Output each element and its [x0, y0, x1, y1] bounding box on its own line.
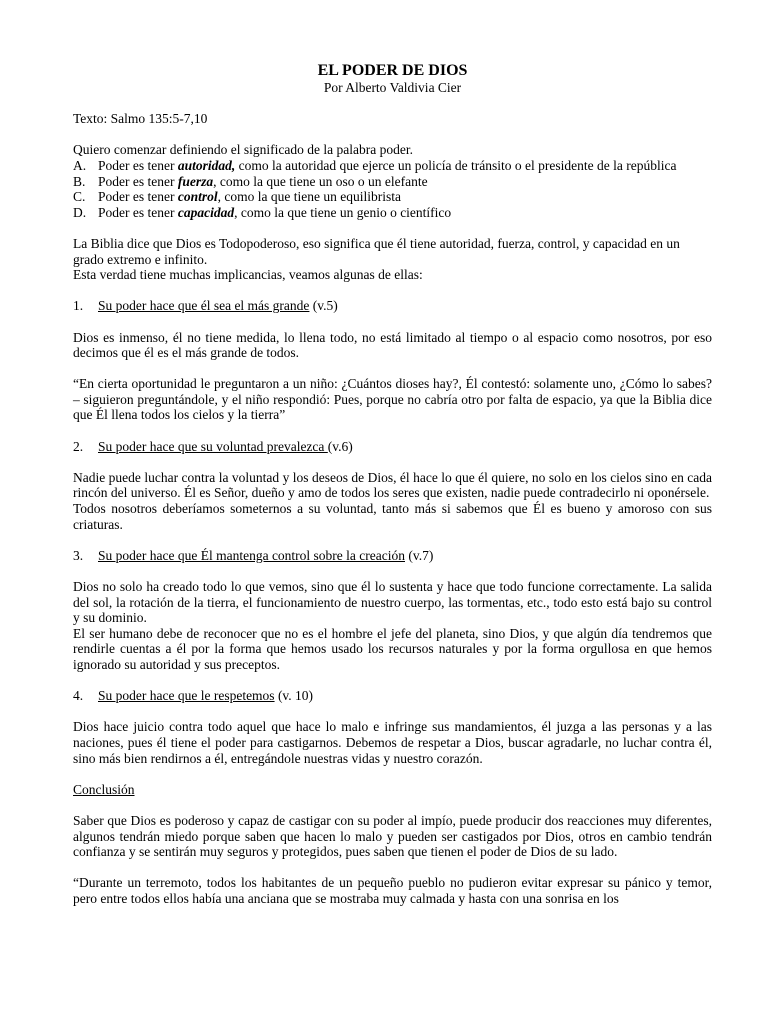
definition-marker: C. — [73, 189, 86, 205]
point-verse-ref: (v.5) — [309, 298, 338, 314]
point-heading-text: Su poder hace que su voluntad prevalezca — [98, 438, 328, 454]
point-heading-text: Su poder hace que él sea el más grande — [98, 298, 310, 314]
point-heading-text: Su poder hace que le respetemos — [98, 688, 275, 704]
point-marker: 4. — [73, 688, 84, 704]
definition-term: fuerza — [177, 173, 214, 189]
point-marker: 3. — [73, 547, 84, 563]
definition-text: Poder es tener fuerza, como la que tiene un oso o un elefante — [98, 173, 428, 189]
point-paragraph: Nadie puede luchar contra la voluntad y los deseos de Dios, él hace lo que él quiere, no solo en los cielos sino en cada rincón del universo. Él es Señor, dueño y amo de todos los seres que existen, nadie puede contradecirlo ni oponérsele. Todos nosotros deberíamos someternos a su voluntad, tanto más si sabemos que Él es bueno y amoroso con sus criaturas. — [73, 469, 712, 532]
definition-term: capacidad — [177, 204, 235, 220]
definition-text: Poder es tener capacidad, como la que tiene un genio o científico — [98, 204, 452, 220]
definition-text: Poder es tener control, como la que tiene un equilibrista — [98, 189, 401, 205]
conclusion-paragraph: Saber que Dios es poderoso y capaz de castigar con su poder al impío, puede producir dos reacciones muy diferentes, algunos tendrán miedo porque saben que hacen lo malo y pueden ser castigados por Dios, otros en cambio tendrán confianza y se sentirán muy seguros y protegidos, pues saben que tienen el poder de Dios de su lado. — [73, 812, 712, 860]
definition-marker: B. — [73, 173, 86, 189]
point-paragraph: Dios no solo ha creado todo lo que vemos, sino que él lo sustenta y hace que todo funcione correctamente. La salida del sol, la rotación de la tierra, el funcionamiento de nuestro cuerpo, las tormentas, etc., todo esto está bajo su control y su dominio. El ser humano debe de reconocer que no es el hombre el jefe del planeta, sino Dios, y que algún día tendremos que rendirle cuentas a él por la forma que hemos usado los recursos naturales y por la forma orgullosa en que hemos ignorado su autoridad y sus preceptos. — [73, 579, 712, 672]
point-heading — [73, 688, 712, 704]
point-heading-text: Su poder hace que Él mantenga control sobre la creación — [98, 547, 405, 563]
definition-term: autoridad, — [177, 157, 236, 173]
closing-anecdote-paragraph: “Durante un terremoto, todos los habitantes de un pequeño pueblo no pudieron evitar expresar su pánico y temor, pero entre todos ellos había una anciana que se mostraba muy calmada y hasta con una sonrisa en los — [73, 875, 712, 906]
definition-text: Poder es tener autoridad, como la autoridad que ejerce un policía de tránsito o el presidente de la república — [98, 157, 677, 173]
point-marker: 1. — [73, 298, 84, 314]
definition-list — [73, 158, 712, 220]
definition-item — [73, 189, 712, 205]
definition-item — [73, 158, 712, 174]
point-heading — [73, 439, 712, 455]
document-title: EL PODER DE DIOS — [317, 62, 468, 79]
definition-term: control — [177, 189, 218, 205]
definition-item — [73, 205, 712, 221]
biblia-paragraph: La Biblia dice que Dios es Todopoderoso, eso significa que él tiene autoridad, fuerza, control, y capacidad en un grado extremo e infinito. Esta verdad tiene muchas implicancias, veamos algunas de ellas: — [73, 235, 680, 283]
point-verse-ref: (v. 10) — [274, 688, 314, 704]
conclusion-heading: Conclusión — [73, 781, 135, 797]
point-paragraph: Dios hace juicio contra todo aquel que hace lo malo e infringe sus mandamientos, él juzga a las personas y a las naciones, pues él tiene el poder para castigarnos. Debemos de respetar a Dios, buscar agradarle, no luchar contra él, sino más bien rendirnos a él, entregándole nuestras vidas y nuestro corazón. — [73, 719, 712, 766]
intro-paragraph: Quiero comenzar definiendo el significado de la palabra poder. — [73, 142, 413, 158]
definition-marker: A. — [73, 157, 87, 173]
point-heading — [73, 548, 712, 564]
document-author: Por Alberto Valdivia Cier — [323, 80, 462, 95]
point-paragraph: Dios es inmenso, él no tiene medida, lo llena todo, no está limitado al tiempo o al espacio como nosotros, por eso decimos que él es el más grande de todos. — [73, 329, 712, 361]
point-marker: 2. — [73, 438, 84, 454]
point-heading — [73, 298, 712, 314]
anecdote-paragraph: “En cierta oportunidad le preguntaron a un niño: ¿Cuántos dioses hay?, Él contestó: solamente uno, ¿Cómo lo sabes? – siguieron preguntándole, y el niño respondió: Pues, porque no cabría otro por falta de espacio, ya que la Biblia dice que Él llena todos los cielos y la tierra” — [73, 376, 712, 423]
definition-marker: D. — [73, 204, 87, 220]
scripture-reference: Texto: Salmo 135:5-7,10 — [73, 111, 208, 127]
definition-item — [73, 174, 712, 190]
point-verse-ref: (v.7) — [405, 547, 434, 563]
document-page — [73, 62, 712, 906]
point-verse-ref: (v.6) — [327, 438, 353, 454]
